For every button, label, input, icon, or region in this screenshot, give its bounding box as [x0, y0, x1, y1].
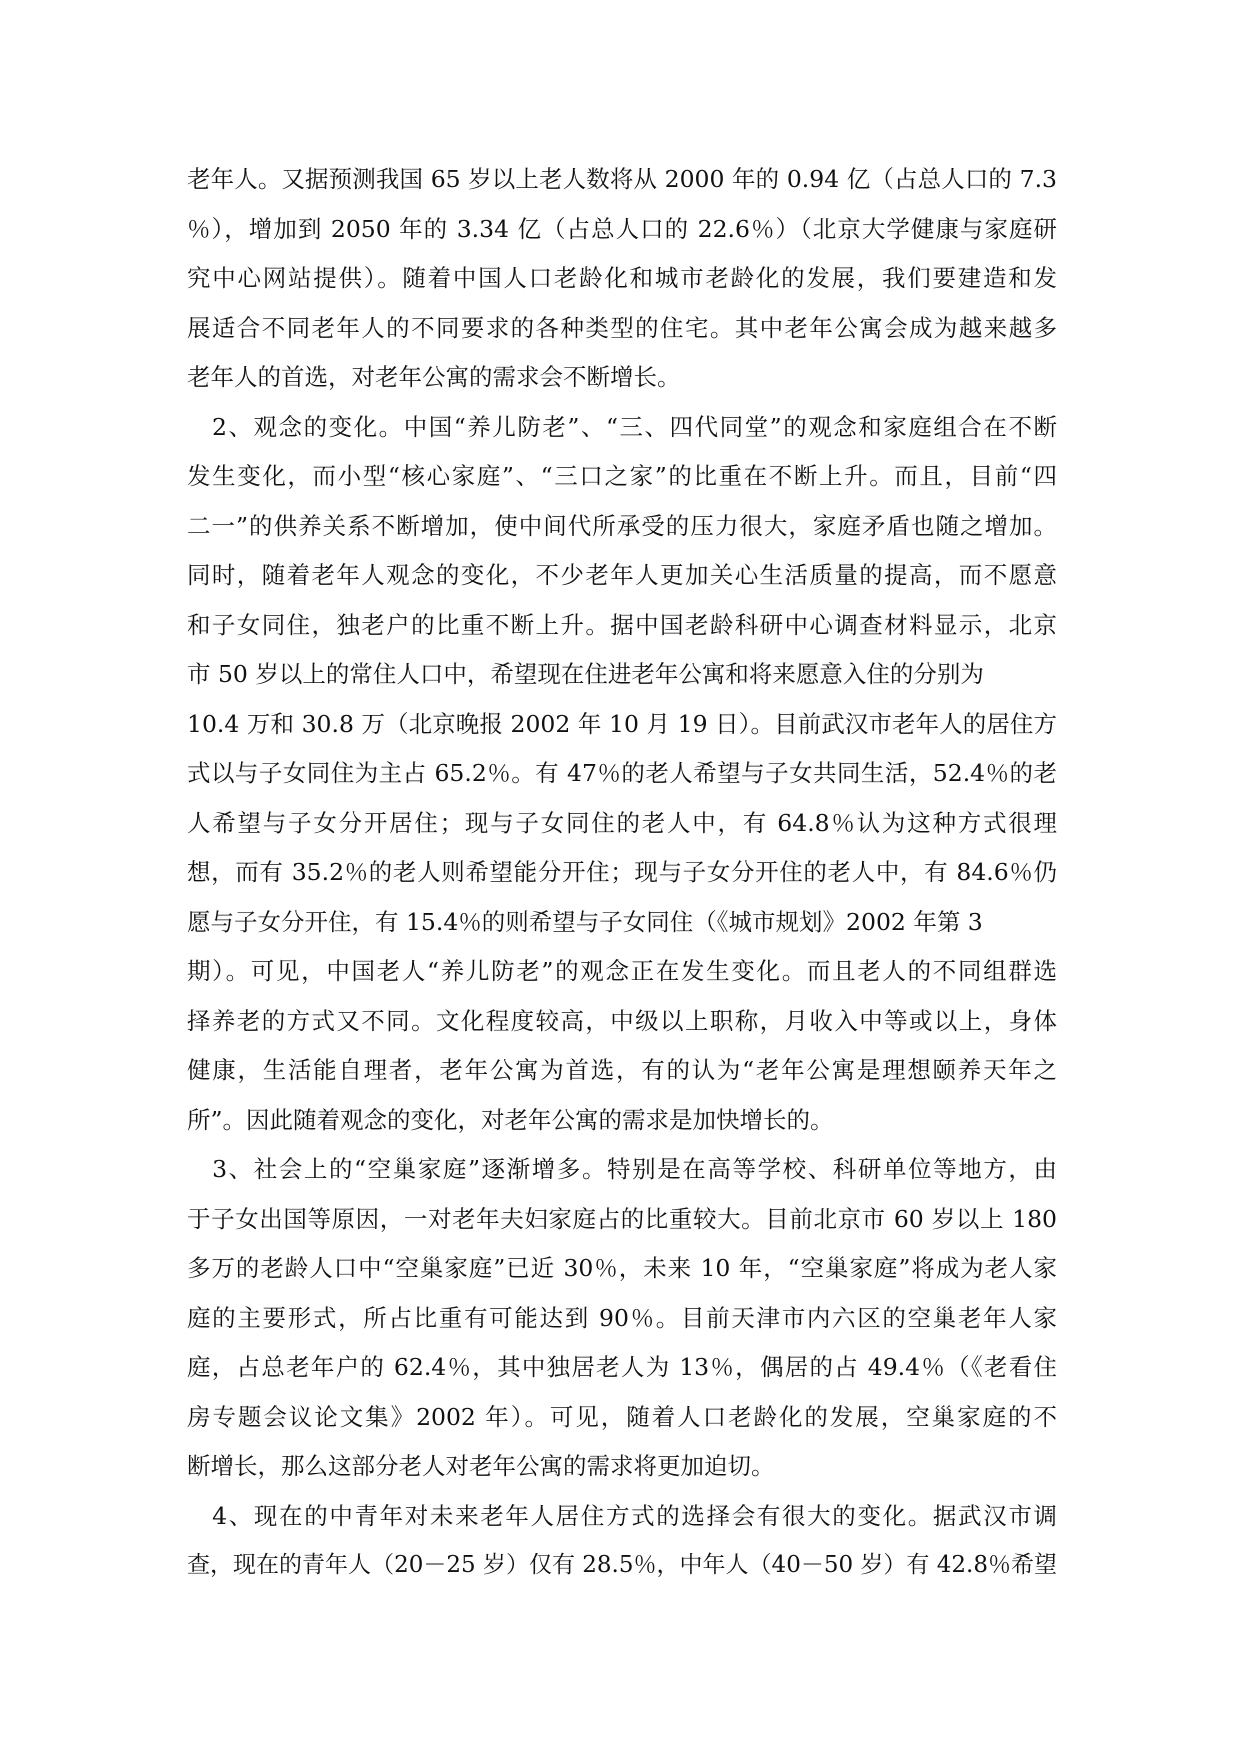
document-page	[187, 155, 1057, 1591]
text-line: 庭，占总老年户的 62.4％，其中独居老人为 13％，偶居的占 49.4％（《老看住	[187, 1353, 1057, 1381]
text-line: 想，而有 35.2％的老人则希望能分开住；现与子女分开住的老人中，有 84.6％仍	[187, 858, 1057, 886]
text-line: 庭的主要形式，所占比重有可能达到 90％。目前天津市内六区的空巢老年人家	[187, 1303, 1057, 1332]
text-line: 发生变化，而小型“核心家庭”、“三口之家”的比重在不断上升。而且，目前“四	[187, 462, 1057, 490]
text-line: 断增长，那么这部分老人对老年公寓的需求将更加迫切。	[187, 1452, 775, 1480]
text-line: 4、现在的中青年对未来老年人居住方式的选择会有很大的变化。据武汉市调	[187, 1501, 1057, 1530]
text-line: 二一”的供养关系不断增加，使中间代所承受的压力很大，家庭矛盾也随之增加。	[187, 511, 1057, 540]
text-line: 愿与子女分开住，有 15.4％的则希望与子女同住（《城市规划》2002 年第 3	[187, 907, 983, 936]
text-line: 多万的老龄人口中“空巢家庭”已近 30％，未来 10 年，“空巢家庭”将成为老人家	[187, 1254, 1057, 1282]
text-line: 市 50 岁以上的常住人口中，希望现在住进老年公寓和将来愿意入住的分别为	[187, 660, 984, 688]
text-line: 老年人的首选，对老年公寓的需求会不断增长。	[187, 363, 681, 391]
text-line: 查，现在的青年人（20－25 岁）仅有 28.5％，中年人（40－50 岁）有 42.8％希望	[187, 1552, 1057, 1578]
text-line: 同时，随着老年人观念的变化，不少老年人更加关心生活质量的提高，而不愿意	[187, 561, 1057, 589]
text-line: 期）。可见，中国老人“养儿防老”的观念正在发生变化。而且老人的不同组群选	[187, 957, 1057, 985]
text-line: 展适合不同老年人的不同要求的各种类型的住宅。其中老年公寓会成为越来越多	[187, 313, 1057, 342]
text-line: 2、观念的变化。中国“养儿防老”、“三、四代同堂”的观念和家庭组合在不断	[187, 412, 1057, 441]
text-line: 所”。因此随着观念的变化，对老年公寓的需求是加快增长的。	[187, 1105, 834, 1134]
text-line: 式以与子女同住为主占 65.2％。有 47％的老人希望与子女共同生活，52.4％的老	[187, 759, 1057, 787]
text-line: 择养老的方式又不同。文化程度较高，中级以上职称，月收入中等或以上，身体	[187, 1006, 1057, 1035]
text-line: 健康，生活能自理者，老年公寓为首选，有的认为“老年公寓是理想颐养天年之	[187, 1056, 1057, 1084]
text-line: 和子女同住，独老户的比重不断上升。据中国老龄科研中心调查材料显示，北京	[187, 610, 1057, 639]
text-line: 究中心网站提供）。随着中国人口老龄化和城市老龄化的发展，我们要建造和发	[187, 264, 1057, 292]
text-line: 10.4 万和 30.8 万（北京晚报 2002 年 10 月 19 日）。目前武汉市老年人的居住方	[187, 709, 1057, 738]
text-line: 老年人。又据预测我国 65 岁以上老人数将从 2000 年的 0.94 亿（占总人口的 7.3	[187, 165, 1057, 193]
text-line: 3、社会上的“空巢家庭”逐渐增多。特别是在高等学校、科研单位等地方，由	[187, 1155, 1057, 1183]
text-line: ％），增加到 2050 年的 3.34 亿（占总人口的 22.6％）（北京大学健康与家庭研	[187, 214, 1057, 243]
text-line: 房专题会议论文集》2002 年）。可见，随着人口老龄化的发展，空巢家庭的不	[187, 1402, 1057, 1431]
text-line: 于子女出国等原因，一对老年夫妇家庭占的比重较大。目前北京市 60 岁以上 180	[187, 1204, 1057, 1233]
text-line: 人希望与子女分开居住；现与子女同住的老人中，有 64.8％认为这种方式很理	[187, 808, 1057, 837]
